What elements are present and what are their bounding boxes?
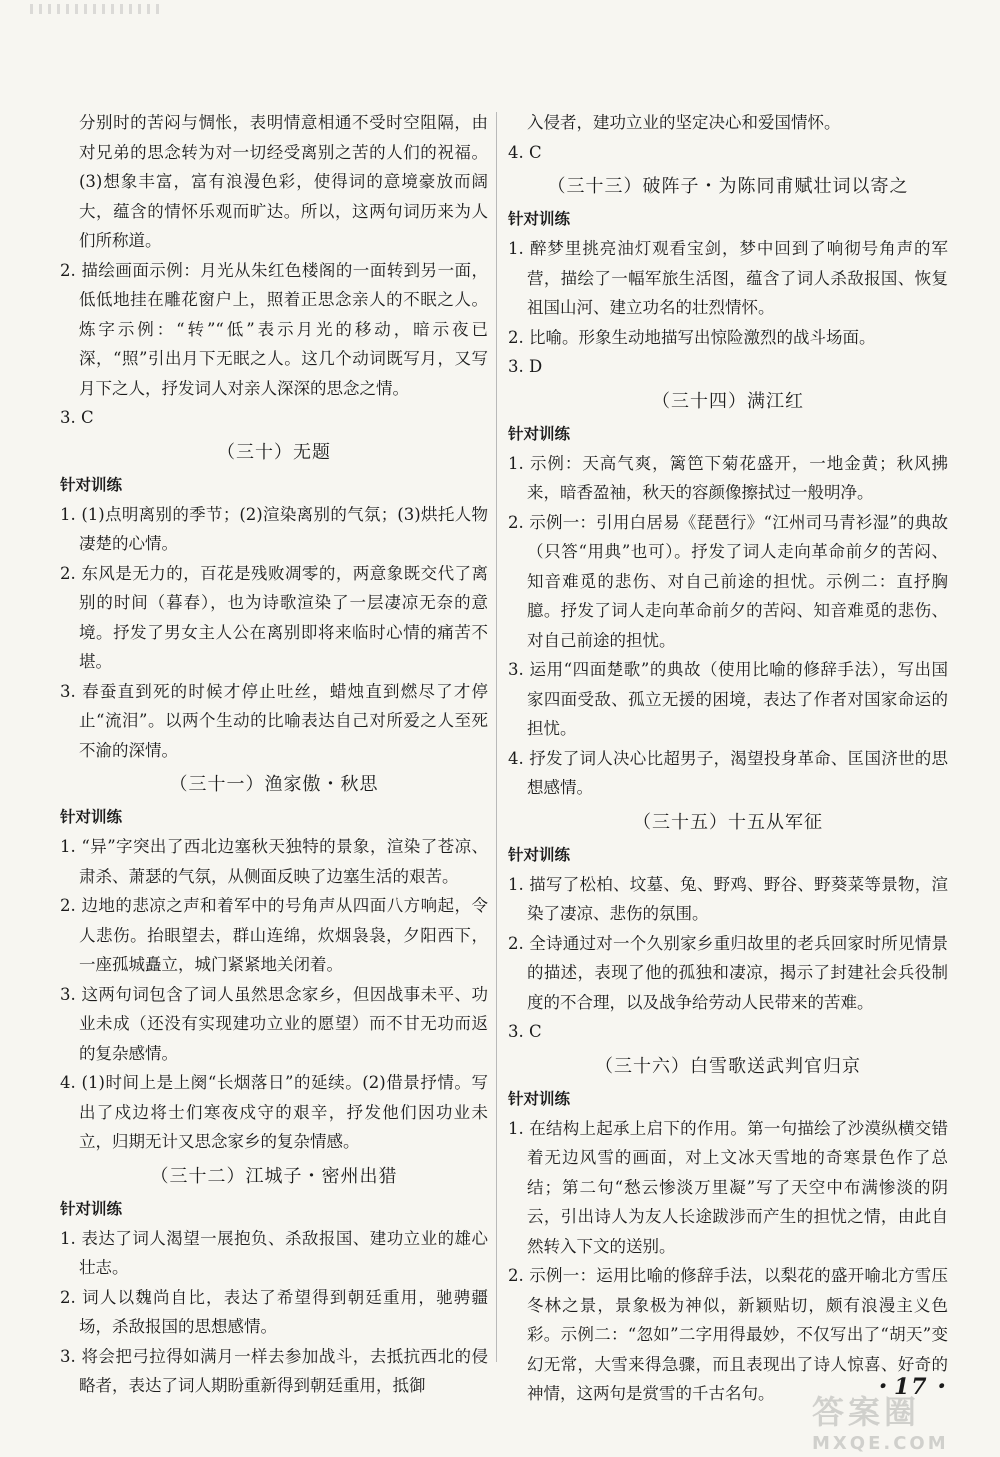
section-subheading: 针对训练 [60, 1199, 123, 1218]
section-subheading: 针对训练 [508, 845, 571, 864]
answer-item: 1. 表达了词人渴望一展抱负、杀敌报国、建功立业的雄心壮志。 [60, 1228, 488, 1277]
answer-item: 1. 醉梦里挑亮油灯观看宝剑，梦中回到了响彻号角声的军营，描绘了一幅军旅生活图，蕴含了词人杀敌报国、恢复祖国山河、建立功名的壮烈情怀。 [508, 239, 948, 317]
answer-item: 3. 春蚕直到死的时候才停止吐丝，蜡烛直到燃尽了才停止“流泪”。以两个生动的比喻表达自己对所爱之人至死不渝的深情。 [60, 681, 488, 760]
answer-item: 4. 抒发了词人决心比超男子，渴望投身革命、匡国济世的思想感情。 [508, 748, 948, 797]
answer-item: 2. 描绘画面示例：月光从朱红色楼阁的一面转到另一面，低低地挂在雕花窗户上，照着正思念亲人的不眠之人。炼字示例：“转”“低”表示月光的移动，暗示夜已深，“照”引出月下无眠之人。这几个动词既写月，又写月下之人，抒发词人对亲人深深的思念之情。 [60, 260, 488, 398]
answer-item: 3. D [508, 357, 543, 376]
section-subheading: 针对训练 [508, 210, 571, 228]
answer-continuation: 分别时的苦闷与惆怅，表明情意相通不受时空阻隔，由对兄弟的思念转为对一切经受离别之苦的人们的祝福。(3)想象丰富，富有浪漫色彩，使得词的意境豪放而阔大，蕴含的情怀乐观而旷达。所以，这两句词历来为人们所称道。 [78, 113, 488, 250]
answer-item: 1. 示例：天高气爽，篱笆下菊花盛开，一地金黄；秋风拂来，暗香盈袖，秋天的容颜像擦拭过一般明净。 [508, 453, 948, 502]
watermark-logo [812, 1387, 982, 1454]
section-title: （三十五）十五从军征 [633, 811, 823, 833]
section-title: （三十一）渔家傲・秋思 [169, 774, 379, 795]
answer-item: 3. 这两句词包含了词人虽然思念家乡，但因战事未平、功业未成（还没有实现建功立业的愿望）而不甘无功而返的复杂感情。 [60, 984, 488, 1063]
answer-item: 3. C [60, 408, 94, 427]
section-title: （三十六）白雪歌送武判官归京 [595, 1055, 861, 1077]
answer-item: 1. 描写了松柏、坟墓、兔、野鸡、野谷、野葵菜等景物，渲染了凄凉、悲伤的氛围。 [508, 874, 948, 923]
answer-item: 1. 在结构上起承上启下的作用。第一句描绘了沙漠纵横交错着无边风雪的画面，对上文冰天雪地的奇寒景色作了总结；第二句“愁云惨淡万里凝”写了天空中布满惨淡的阴云，引出诗人为友人长途跋涉而产生的担忧之情，由此自然转入下文的送别。 [508, 1118, 948, 1256]
section-subheading: 针对训练 [508, 424, 571, 443]
page-number: ・17・ [870, 1374, 953, 1400]
section-title: （三十四）满江红 [652, 390, 804, 412]
answer-item: 3. 运用“四面楚歌”的典故（使用比喻的修辞手法），写出国家四面受敌、孤立无援的困境，表达了作者对国家命运的担忧。 [508, 660, 948, 738]
section-title: （三十二）江城子・密州出猎 [150, 1165, 398, 1187]
section-title: （三十）无题 [217, 441, 331, 463]
answer-item: 2. 比喻。形象生动地描写出惊险激烈的战斗场面。 [508, 327, 876, 347]
watermark-text: 答案圈 [812, 1393, 921, 1431]
answer-item: 1. (1)点明离别的季节；(2)渲染离别的气氛；(3)烘托人物凄楚的心情。 [60, 504, 488, 553]
column-divider [496, 112, 497, 1362]
answer-item: 2. 边地的悲凉之声和着军中的号角声从四面八方响起，令人悲伤。抬眼望去，群山连绵，炊烟袅袅，夕阳西下，一座孤城矗立，城门紧紧地关闭着。 [60, 896, 488, 974]
left-column [60, 108, 488, 1401]
answer-item: 4. (1)时间上是上阕“长烟落日”的延续。(2)借景抒情。写出了戍边将士们寒夜戍守的艰辛，抒发他们因功业未立，归期无计又思念家乡的复杂情感。 [60, 1073, 488, 1151]
answer-item: 3. 将会把弓拉得如满月一样去参加战斗，去抵抗西北的侵略者，表达了词人期盼重新得到朝廷重用，抵御 [60, 1346, 488, 1395]
section-subheading: 针对训练 [60, 475, 123, 494]
watermark-url: MXQE.COM [812, 1433, 949, 1454]
section-subheading: 针对训练 [60, 808, 123, 826]
answer-item: 4. C [508, 142, 542, 162]
answer-item: 2. 全诗通过对一个久别家乡重归故里的老兵回家时所见情景的描述，表现了他的孤独和凄凉，揭示了封建社会兵役制度的不合理，以及战争给劳动人民带来的苦难。 [508, 933, 948, 1012]
section-title: （三十三）破阵子・为陈同甫赋壮词以寄之 [547, 176, 909, 197]
answer-item: 2. 词人以魏尚自比，表达了希望得到朝廷重用，驰骋疆场，杀敌报国的思想感情。 [60, 1287, 488, 1336]
answer-item: 1. “异”字突出了西北边塞秋天独特的景象，渲染了苍凉、肃杀、萧瑟的气氛，从侧面反映了边塞生活的艰苦。 [60, 837, 488, 886]
answer-item: 3. C [508, 1022, 542, 1041]
section-subheading: 针对训练 [508, 1089, 571, 1108]
answer-item: 2. 示例一：运用比喻的修辞手法，以梨花的盛开喻北方雪压冬林之景，景象极为神似，新颖贴切，颇有浪漫主义色彩。示例二：“忽如”二字用得最妙，不仅写出了“胡天”变幻无常，大雪来得急骤，而且表现出了诗人惊喜、好奇的神情，这两句是赏雪的千古名句。 [508, 1266, 948, 1403]
answer-item: 2. 示例一：引用白居易《琵琶行》“江州司马青衫湿”的典故（只答“用典”也可）。抒发了词人走向革命前夕的苦闷、知音难觅的悲伤、对自己前途的担忧。示例二：直抒胸臆。抒发了词人走向革命前夕的苦闷、知音难觅的悲伤、对自己前途的担忧。 [508, 512, 948, 650]
scan-noise [30, 4, 160, 14]
answer-continuation: 入侵者，建功立业的坚定决心和爱国情怀。 [526, 113, 841, 132]
right-column [508, 108, 948, 1409]
answer-item: 2. 东风是无力的，百花是残败凋零的，两意象既交代了离别的时间（暮春），也为诗歌渲染了一层凄凉无奈的意境。抒发了男女主人公在离别即将来临时心情的痛苦不堪。 [60, 563, 488, 671]
